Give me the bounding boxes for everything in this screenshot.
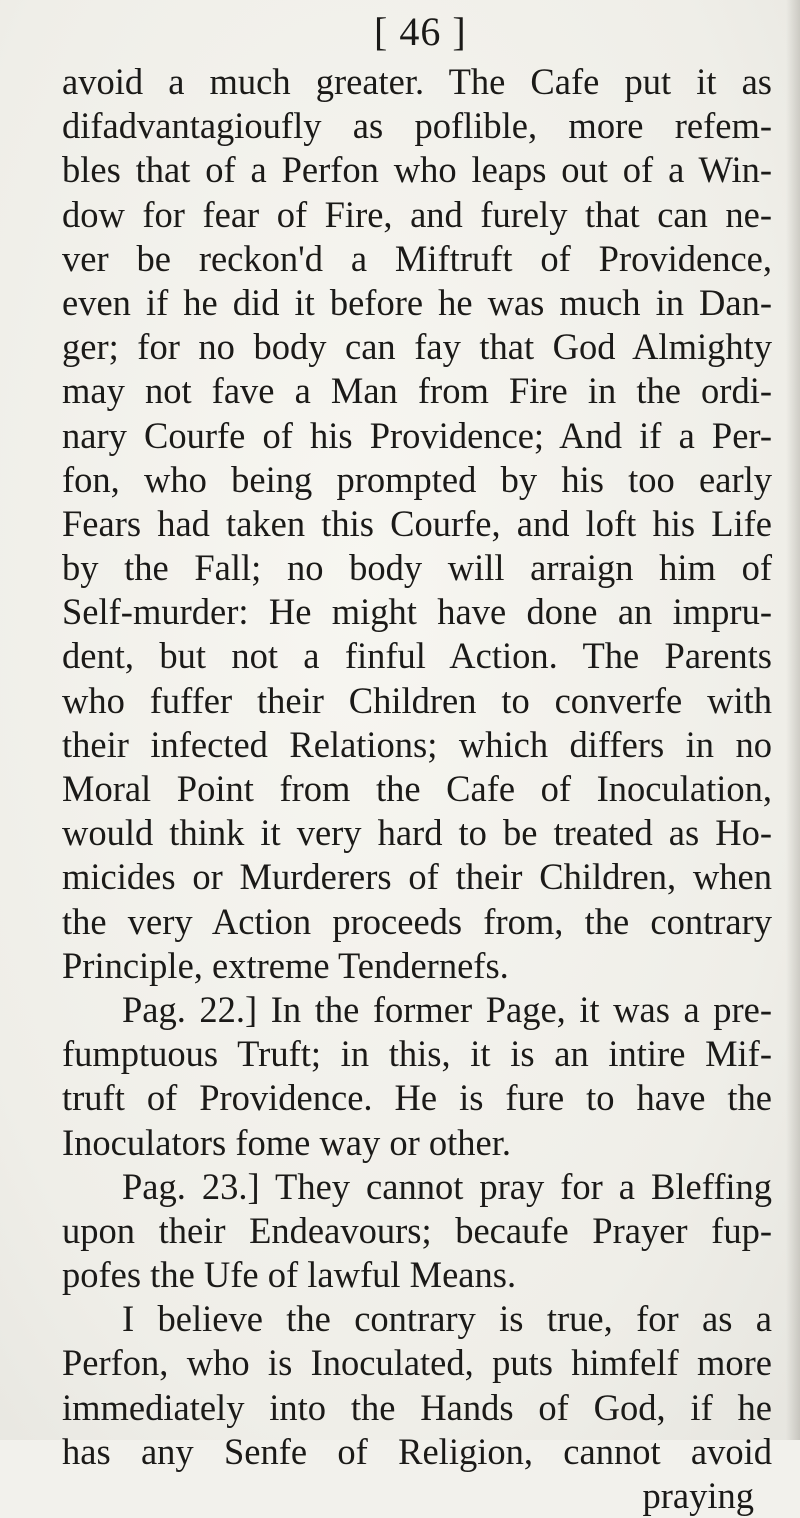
text-line: avoid a much greater. The Cafe put it as [62, 61, 772, 102]
text-line: may not fave a Man from Fire in the ordi- [62, 370, 772, 412]
text-line: upon their Endeavours; becaufe Prayer fup- [62, 1209, 772, 1251]
text-line: Pag. 22.] In the former Page, it was a pre- [122, 988, 772, 1030]
text-line: Fears had taken this Courfe, and loft his Life [62, 502, 772, 544]
text-line: Inoculators fome way or other. [62, 1121, 512, 1163]
text-line: their infected Relations; which differs in no [62, 723, 772, 765]
text-line: dent, but not a finful Action. The Parents [62, 635, 772, 677]
page-edge-shadow [786, 0, 800, 1440]
text-line: Perfon, who is Inoculated, puts himfelf more [62, 1342, 772, 1384]
text-line: fon, who being prompted by his too early [62, 458, 772, 500]
text-line: nary Courfe of his Providence; And if a Per- [62, 414, 772, 456]
text-line: has any Senfe of Religion, cannot avoid [62, 1430, 772, 1472]
text-line: even if he did it before he was much in Dan- [62, 281, 772, 323]
body-text [62, 60, 772, 1518]
text-line: bles that of a Perfon who leaps out of a Win- [62, 149, 772, 191]
text-line: micides or Murderers of their Children, when [62, 856, 772, 898]
text-line: pofes the Ufe of lawful Means. [62, 1254, 517, 1296]
page-number: [ 46 ] [374, 9, 467, 54]
text-line: dow for fear of Fire, and furely that can ne- [62, 193, 772, 235]
text-line: immediately into the Hands of God, if he [62, 1386, 772, 1428]
text-line: Principle, extreme Tendernefs. [62, 944, 509, 986]
text-line: I believe the contrary is true, for as a [122, 1298, 772, 1340]
text-line: truft of Providence. He is fure to have the [62, 1077, 772, 1119]
text-line: ver be reckon'd a Miftruft of Providence, [62, 237, 772, 279]
text-line: ger; for no body can fay that God Almighty [62, 326, 772, 368]
text-line: difadvantagioufly as poflible, more refem- [62, 105, 772, 147]
text-line: Moral Point from the Cafe of Inoculation, [62, 768, 772, 809]
text-line: the very Action proceeds from, the contrary [62, 900, 772, 942]
text-line: fumptuous Truft; in this, it is an intire Mif- [62, 1033, 772, 1075]
text-line: Pag. 23.] They cannot pray for a Bleffing [122, 1165, 772, 1207]
text-line: who fuffer their Children to converfe with [62, 679, 772, 721]
text-line: Self-murder: He might have done an impru- [62, 591, 772, 633]
catchword: praying [642, 1475, 754, 1516]
text-line: by the Fall; no body will arraign him of [62, 547, 772, 589]
text-line: would think it very hard to be treated as Ho- [62, 812, 772, 854]
